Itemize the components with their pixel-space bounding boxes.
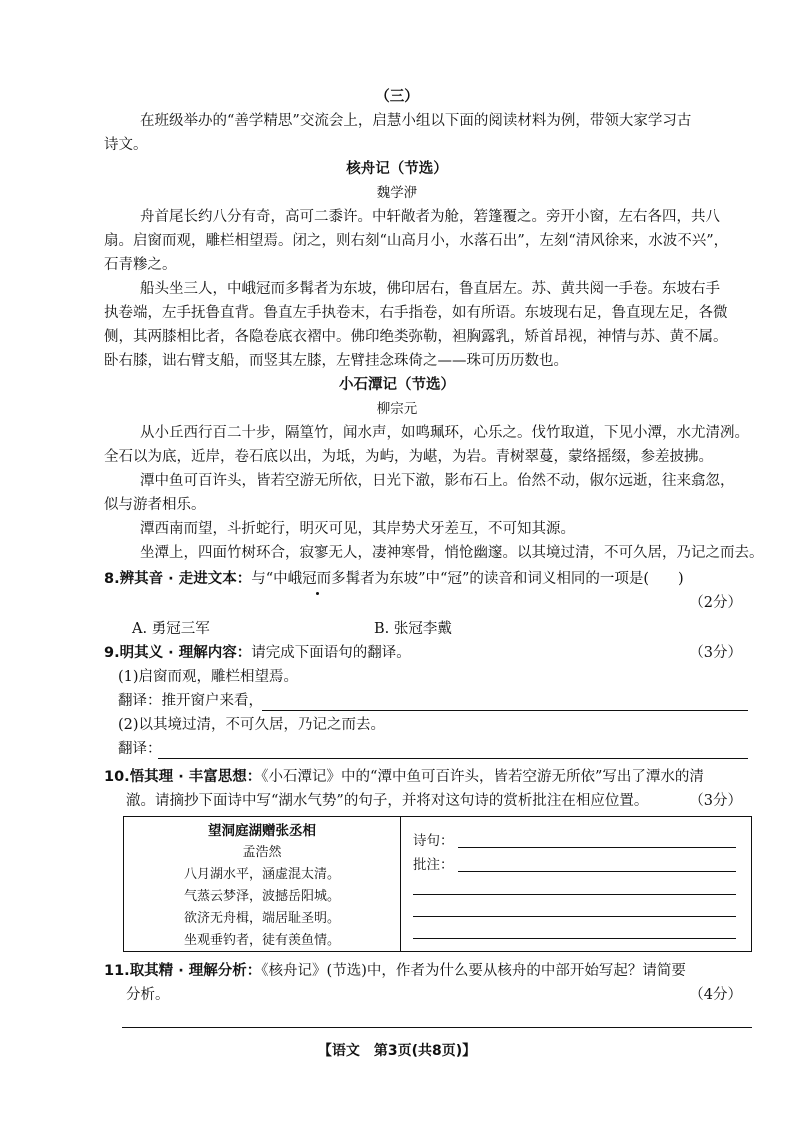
passage2-line: 似与游者相乐。 (104, 497, 206, 513)
q9-tag: 明其义 · 理解内容： (119, 645, 252, 661)
poem-title: 望洞庭湖赠张丞相 (208, 823, 316, 839)
passage1-author: 魏学洢 (376, 185, 418, 201)
passage1-line: 船头坐三人，中峨冠而多髯者为东坡，佛印居右，鲁直居左。苏、黄共阅一手卷。东坡右手 (140, 281, 720, 297)
passage1-title: 核舟记（节选） (346, 161, 448, 177)
annotation-answer-line[interactable] (413, 916, 736, 917)
passage1-line: 侧，其两膝相比者，各隐卷底衣褶中。佛印绝类弥勒，袒胸露乳，矫首昂视，神情与苏、黄不属。 (104, 329, 728, 345)
passage2-line: 从小丘西行百二十步，隔篁竹，闻水声，如鸣珮环，心乐之。伐竹取道，下见小潭，水尤清冽。 (140, 425, 749, 441)
q11-text-1: 《核舟记》(节选)中，作者为什么要从核舟的中部开始写起？请简要 (261, 963, 686, 979)
table-divider (400, 816, 401, 952)
passage2-line: 潭中鱼可百许头，皆若空游无所依，日光下澈，影布石上。佁然不动，俶尔远逝，往来翕忽， (140, 473, 735, 489)
q9-number: 9. (104, 645, 120, 661)
passage2-line: 坐潭上，四面竹树环合，寂寥无人，凄神寒骨，悄怆幽邃。以其境过清，不可久居，乃记之而去。 (140, 545, 764, 561)
passage1-line: 执卷端，左手抚鲁直背。鲁直左手执卷末，右手指卷，如有所语。东坡现右足，鲁直现左足，各微 (104, 305, 728, 321)
q9-answer-line-1[interactable] (262, 710, 748, 711)
passage1-line: 舟首尾长约八分有奇，高可二黍许。中轩敞者为舱，箬篷覆之。旁开小窗，左右各四，共八 (140, 209, 720, 225)
passage2-line: 全石以为底，近岸，卷石底以出，为坻，为屿，为嵁，为岩。青树翠蔓，蒙络摇缀，参差披拂。 (104, 449, 713, 465)
q8-text: 与“中峨冠而多髯者为东坡”中“冠”的读音和词义相同的一项是( ) (251, 571, 684, 587)
q9-score: （3分） (689, 645, 742, 661)
poem-line: 八月湖水平，涵虚混太清。 (183, 867, 340, 882)
q11-text-2: 分析。 (126, 987, 170, 1003)
q10-stem (104, 766, 704, 788)
q10-tag: 悟其理 · 丰富思想： (129, 769, 262, 785)
passage1-line: 扇。启窗而观，雕栏相望焉。闭之，则右刻“山高月小，水落石出”，左刻“清风徐来，水波不兴”， (104, 233, 729, 249)
annotation-answer-line[interactable] (458, 871, 736, 872)
q9-trans1-value: 推开窗户来看， (161, 693, 263, 709)
page-footer: 【语文 第3页(共8页)】 (317, 1043, 477, 1059)
q10-text-2: 澈。请摘抄下面诗中写“湖水气势”的句子，并将对这句诗的赏析批注在相应位置。 (126, 793, 649, 809)
q8-option-a[interactable]: A. 勇冠三军 (132, 621, 210, 637)
q9-item-2: (2)以其境过清，不可久居，乃记之而去。 (118, 717, 386, 733)
passage1-line: 石青糁之。 (104, 257, 177, 273)
q9-trans1-label: 翻译： (118, 693, 162, 709)
q9-stem (104, 642, 411, 664)
poem-line: 欲济无舟楫，端居耻圣明。 (183, 911, 340, 926)
passage2-title: 小石潭记（节选） (339, 377, 455, 393)
intro-line-1: 在班级举办的“善学精思”交流会上，启慧小组以下面的阅读材料为例，带领大家学习古 (140, 113, 692, 129)
passage2-line: 潭西南而望，斗折蛇行，明灭可见，其岸势犬牙差互，不可知其源。 (140, 521, 575, 537)
q11-stem (104, 960, 686, 982)
q10-score: （3分） (689, 793, 742, 809)
q11-answer-line[interactable] (122, 1027, 752, 1028)
q9-item-1: (1)启窗而观，雕栏相望焉。 (118, 669, 299, 685)
q9-text: 请完成下面语句的翻译。 (251, 645, 411, 661)
q8-tag: 辨其音 · 走进文本： (119, 571, 252, 587)
q8-number: 8. (104, 571, 120, 587)
q11-number: 11. (104, 963, 130, 979)
q8-stem (104, 568, 684, 590)
q11-tag: 取其精 · 理解分析： (129, 963, 262, 979)
q9-translation-1 (118, 690, 263, 712)
section-heading: （三） (375, 89, 419, 105)
annotation-answer-line[interactable] (413, 938, 736, 939)
label-poem-line: 诗句： (413, 833, 454, 849)
q9-answer-line-2[interactable] (158, 758, 748, 759)
passage2-author: 柳宗元 (376, 401, 418, 417)
q8-score: （2分） (689, 595, 742, 611)
q11-score: （4分） (689, 987, 742, 1003)
poem-author: 孟浩然 (242, 845, 282, 860)
q10-text-1: 《小石潭记》中的“潭中鱼可百许头，皆若空游无所依”写出了潭水的清 (261, 769, 704, 785)
annotation-answer-line[interactable] (413, 894, 736, 895)
label-annotation: 批注： (413, 857, 454, 873)
poem-line: 气蒸云梦泽，波撼岳阳城。 (183, 889, 340, 904)
q10-number: 10. (104, 769, 130, 785)
poem-answer-line[interactable] (458, 847, 736, 848)
q9-trans2-label: 翻译： (118, 741, 162, 757)
poem-line: 坐观垂钓者，徒有羡鱼情。 (183, 933, 340, 948)
passage1-line: 卧右膝，诎右臂支船，而竖其左膝，左臂挂念珠倚之——珠可历历数也。 (104, 353, 568, 369)
intro-line-2: 诗文。 (104, 137, 148, 153)
q8-option-b[interactable]: B. 张冠李戴 (374, 621, 452, 637)
emphasis-dot (316, 592, 319, 595)
